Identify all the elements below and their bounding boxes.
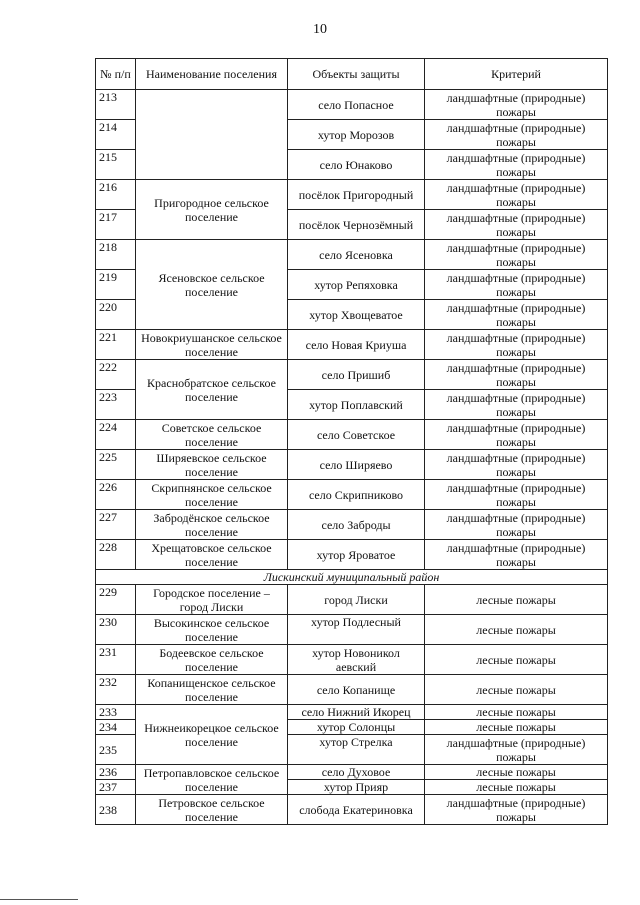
protection-object: слобода Екатериновка <box>288 795 425 825</box>
row-number: 237 <box>96 780 136 795</box>
criterion: ландшафтные (природные) пожары <box>425 150 608 180</box>
settlement-name: Копанищенское сельское поселение <box>136 675 288 705</box>
protection-object: село Скрипниково <box>288 480 425 510</box>
settlement-name: Хрещатовское сельское поселение <box>136 540 288 570</box>
protection-object: село Юнаково <box>288 150 425 180</box>
protection-object: хутор Прияр <box>288 780 425 795</box>
protection-object: хутор Стрелка <box>288 735 425 765</box>
page-number: 10 <box>313 22 327 37</box>
criterion: ландшафтные (природные) пожары <box>425 540 608 570</box>
protection-object: хутор Яроватое <box>288 540 425 570</box>
criterion: лесные пожары <box>425 705 608 720</box>
row-number: 220 <box>96 300 136 330</box>
table-row <box>96 330 608 360</box>
row-number: 222 <box>96 360 136 390</box>
table-row <box>96 795 608 825</box>
row-number: 235 <box>96 735 136 765</box>
settlement-name: Ясеновское сельское поселение <box>136 240 288 330</box>
row-number: 231 <box>96 645 136 675</box>
row-number: 223 <box>96 390 136 420</box>
table-row <box>96 705 608 720</box>
criterion: лесные пожары <box>425 675 608 705</box>
criterion: ландшафтные (природные) пожары <box>425 360 608 390</box>
table-row <box>96 510 608 540</box>
protection-object: село Ясеновка <box>288 240 425 270</box>
criterion: ландшафтные (природные) пожары <box>425 390 608 420</box>
criterion: ландшафтные (природные) пожары <box>425 270 608 300</box>
table-header-row <box>96 59 608 90</box>
protection-object: село Попасное <box>288 90 425 120</box>
protection-object: село Пришиб <box>288 360 425 390</box>
protection-object: хутор Репяховка <box>288 270 425 300</box>
protection-object: посёлок Чернозёмный <box>288 210 425 240</box>
criterion: ландшафтные (природные) пожары <box>425 795 608 825</box>
settlement-name <box>136 90 288 180</box>
settlement-name: Забродёнское сельское поселение <box>136 510 288 540</box>
criterion: лесные пожары <box>425 765 608 780</box>
protection-object: хутор Поплавский <box>288 390 425 420</box>
criterion: ландшафтные (природные) пожары <box>425 180 608 210</box>
criterion: ландшафтные (природные) пожары <box>425 330 608 360</box>
footnote-divider <box>0 899 78 900</box>
criterion: ландшафтные (природные) пожары <box>425 300 608 330</box>
row-number: 215 <box>96 150 136 180</box>
protection-object: хутор Хвощеватое <box>288 300 425 330</box>
row-number: 224 <box>96 420 136 450</box>
criterion: ландшафтные (природные) пожары <box>425 450 608 480</box>
table-row <box>96 645 608 675</box>
settlement-name: Ширяевское сельское поселение <box>136 450 288 480</box>
settlement-name: Бодеевское сельское поселение <box>136 645 288 675</box>
table-row <box>96 765 608 780</box>
protection-object: хутор Солонцы <box>288 720 425 735</box>
criterion: лесные пожары <box>425 780 608 795</box>
protection-object: город Лиски <box>288 585 425 615</box>
settlement-name: Петровское сельское поселение <box>136 795 288 825</box>
table-row <box>96 90 608 120</box>
protection-objects-table <box>95 58 608 825</box>
protection-object: посёлок Пригородный <box>288 180 425 210</box>
protection-object: село Нижний Икорец <box>288 705 425 720</box>
table-row <box>96 450 608 480</box>
row-number: 236 <box>96 765 136 780</box>
row-number: 230 <box>96 615 136 645</box>
table-row <box>96 540 608 570</box>
criterion: ландшафтные (природные) пожары <box>425 420 608 450</box>
settlement-name: Новокриушанское сельское поселение <box>136 330 288 360</box>
protection-object: село Заброды <box>288 510 425 540</box>
settlement-name: Петропавловское сельское поселение <box>136 765 288 795</box>
settlement-name: Пригородное сельское поселение <box>136 180 288 240</box>
criterion: ландшафтные (природные) пожары <box>425 480 608 510</box>
header-objects: Объекты защиты <box>288 59 425 90</box>
district-row <box>96 570 608 585</box>
row-number: 216 <box>96 180 136 210</box>
settlement-name: Скрипнянское сельское поселение <box>136 480 288 510</box>
row-number: 217 <box>96 210 136 240</box>
header-num: № п/п <box>96 59 136 90</box>
table-row <box>96 675 608 705</box>
row-number: 232 <box>96 675 136 705</box>
row-number: 234 <box>96 720 136 735</box>
row-number: 233 <box>96 705 136 720</box>
row-number: 219 <box>96 270 136 300</box>
criterion: ландшафтные (природные) пожары <box>425 240 608 270</box>
settlement-name: Нижнеикорецкое сельское поселение <box>136 705 288 765</box>
criterion: лесные пожары <box>425 720 608 735</box>
protection-object: село Новая Криуша <box>288 330 425 360</box>
criterion: ландшафтные (природные) пожары <box>425 120 608 150</box>
row-number: 226 <box>96 480 136 510</box>
header-criterion: Критерий <box>425 59 608 90</box>
criterion: ландшафтные (природные) пожары <box>425 90 608 120</box>
row-number: 227 <box>96 510 136 540</box>
criterion: ландшафтные (природные) пожары <box>425 735 608 765</box>
row-number: 229 <box>96 585 136 615</box>
row-number: 228 <box>96 540 136 570</box>
criterion: лесные пожары <box>425 585 608 615</box>
table-row <box>96 180 608 210</box>
row-number: 218 <box>96 240 136 270</box>
settlement-name: Краснобратское сельское поселение <box>136 360 288 420</box>
protection-object: хутор Подлесный <box>288 615 425 645</box>
row-number: 213 <box>96 90 136 120</box>
table-row <box>96 585 608 615</box>
row-number: 221 <box>96 330 136 360</box>
settlement-name: Высокинское сельское поселение <box>136 615 288 645</box>
settlement-name: Городское поселение – город Лиски <box>136 585 288 615</box>
row-number: 225 <box>96 450 136 480</box>
criterion: лесные пожары <box>425 645 608 675</box>
criterion: лесные пожары <box>425 615 608 645</box>
table-row <box>96 420 608 450</box>
header-settlement: Наименование поселения <box>136 59 288 90</box>
protection-object: хутор Новоникол аевский <box>288 645 425 675</box>
protection-object: село Духовое <box>288 765 425 780</box>
criterion: ландшафтные (природные) пожары <box>425 210 608 240</box>
protection-object: село Копанище <box>288 675 425 705</box>
settlement-name: Советское сельское поселение <box>136 420 288 450</box>
protection-object: село Советское <box>288 420 425 450</box>
table-row <box>96 480 608 510</box>
table-row <box>96 615 608 645</box>
criterion: ландшафтные (природные) пожары <box>425 510 608 540</box>
row-number: 214 <box>96 120 136 150</box>
protection-object: хутор Морозов <box>288 120 425 150</box>
table-row <box>96 360 608 390</box>
table-row <box>96 240 608 270</box>
protection-object: село Ширяево <box>288 450 425 480</box>
district-heading: Лискинский муниципальный район <box>96 570 608 585</box>
row-number: 238 <box>96 795 136 825</box>
